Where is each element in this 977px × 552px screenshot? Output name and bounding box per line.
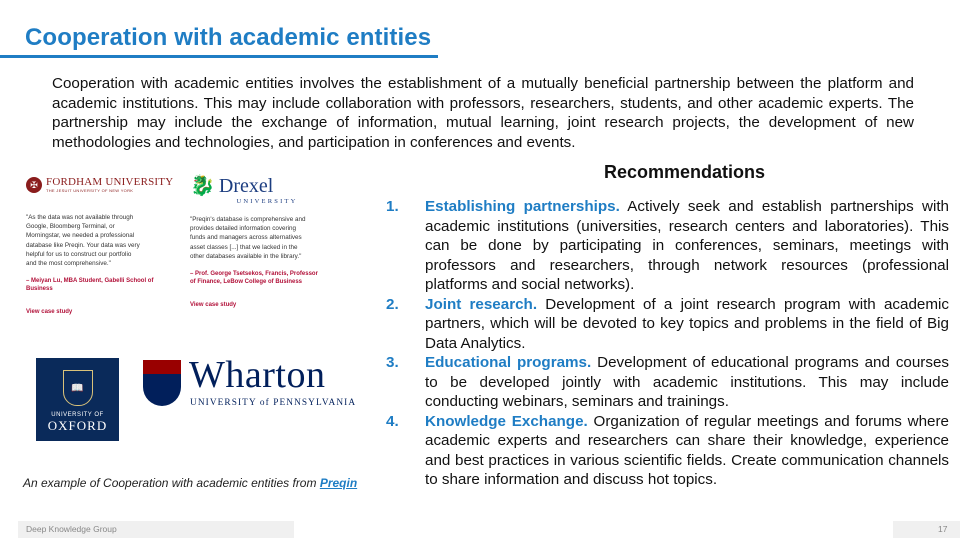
item-text: Development of a joint research program with academic partners, which will be devoted to key topics and problems in the field of Big Data Analytics. xyxy=(425,295,949,352)
fordham-author: – Meiyan Lu, MBA Student, Gabelli School of Business xyxy=(26,278,154,293)
fordham-seal-icon: ✠ xyxy=(26,177,42,193)
page-number: 17 xyxy=(938,524,948,534)
recommendations-list xyxy=(386,197,949,490)
drexel-subtitle: UNIVERSITY xyxy=(236,198,298,205)
item-heading: Joint research. xyxy=(425,295,538,313)
list-item xyxy=(386,412,949,490)
caption-text: An example of Cooperation with academic entities from xyxy=(23,476,320,490)
wharton-subtitle: UNIVERSITY of PENNSYLVANIA xyxy=(190,398,357,408)
fordham-testimonial xyxy=(26,177,176,315)
item-heading: Educational programs. xyxy=(425,354,592,371)
footer xyxy=(0,521,977,538)
slide-title: Cooperation with academic entities xyxy=(25,24,432,51)
fordham-name: FORDHAM UNIVERSITY xyxy=(46,176,174,188)
drexel-author: – Prof. George Tsetsekos, Francis, Professor of Finance, LeBow College of Business xyxy=(190,271,318,286)
item-heading: Knowledge Exchange. xyxy=(425,412,588,430)
drexel-case-study-link[interactable]: View case study xyxy=(190,302,237,309)
item-number: 3. xyxy=(386,354,399,371)
title-underline xyxy=(0,55,438,58)
oxford-subtitle: UNIVERSITY OF xyxy=(51,412,104,418)
penn-shield-icon xyxy=(143,360,181,406)
fordham-case-study-link[interactable]: View case study xyxy=(26,309,73,316)
drexel-name: Drexel xyxy=(218,175,274,197)
fordham-logo xyxy=(26,177,176,193)
fordham-subtitle: THE JESUIT UNIVERSITY OF NEW YORK xyxy=(46,188,134,193)
list-item xyxy=(386,353,949,412)
image-caption xyxy=(23,475,357,492)
preqin-link[interactable]: Preqin xyxy=(319,476,358,490)
oxford-logo xyxy=(36,358,119,441)
drexel-testimonial xyxy=(190,174,320,308)
item-number: 2. xyxy=(386,295,399,313)
fordham-quote: "As the data was not available through Google, Bloomberg Terminal, or Morningstar, we needed a professional database like Preqin. Your data was very helpful for us to construct our portfolio and the most comprehensive." xyxy=(26,214,140,268)
wharton-logo xyxy=(143,354,357,413)
item-number: 4. xyxy=(386,412,399,430)
oxford-name: OXFORD xyxy=(47,418,108,433)
intro-paragraph: Cooperation with academic entities involves the establishment of a mutually beneficial partnership between the platform and academic institutions. This may include collaboration with professors, researchers, students, and other academic experts. The partnership may include the exchange of information, mutual learning, joint research projects, the development of new methodologies and technologies, and participation in conferences and events. xyxy=(52,75,914,151)
drexel-logo xyxy=(190,174,320,198)
item-text: Organization of regular meetings and forums where academic experts and researchers can share their knowledge, experience and best practices in various scientific fields. Create communication channels to share information and discuss hot topics. xyxy=(425,412,949,488)
item-text: Development of educational programs and courses to be developed jointly with academic institutions. This may include conducting webinars, seminars and trainings. xyxy=(425,354,949,410)
page-number-bar xyxy=(893,521,960,538)
item-heading: Establishing partnerships. xyxy=(425,198,620,215)
oxford-crest-icon: 📖 xyxy=(63,370,93,406)
wharton-name: Wharton xyxy=(189,354,326,396)
drexel-quote: "Preqin's database is comprehensive and provides detailed information covering funds and managers across alternatives asset classes [...] that we lacked in the other databases available in the library." xyxy=(190,216,306,260)
recommendations-title: Recommendations xyxy=(604,162,766,182)
dragon-icon: 🐉 xyxy=(190,175,215,197)
footer-org: Deep Knowledge Group xyxy=(26,524,117,534)
item-number: 1. xyxy=(386,198,399,215)
list-item xyxy=(386,197,949,295)
item-text: Actively seek and establish partnerships with academic institutions (universities, research centers and laboratories). This can be done by participating in conferences, seminars, meetings with professors and researchers, through network resources (professional platforms and social networks). xyxy=(425,198,949,293)
list-item xyxy=(386,295,949,354)
